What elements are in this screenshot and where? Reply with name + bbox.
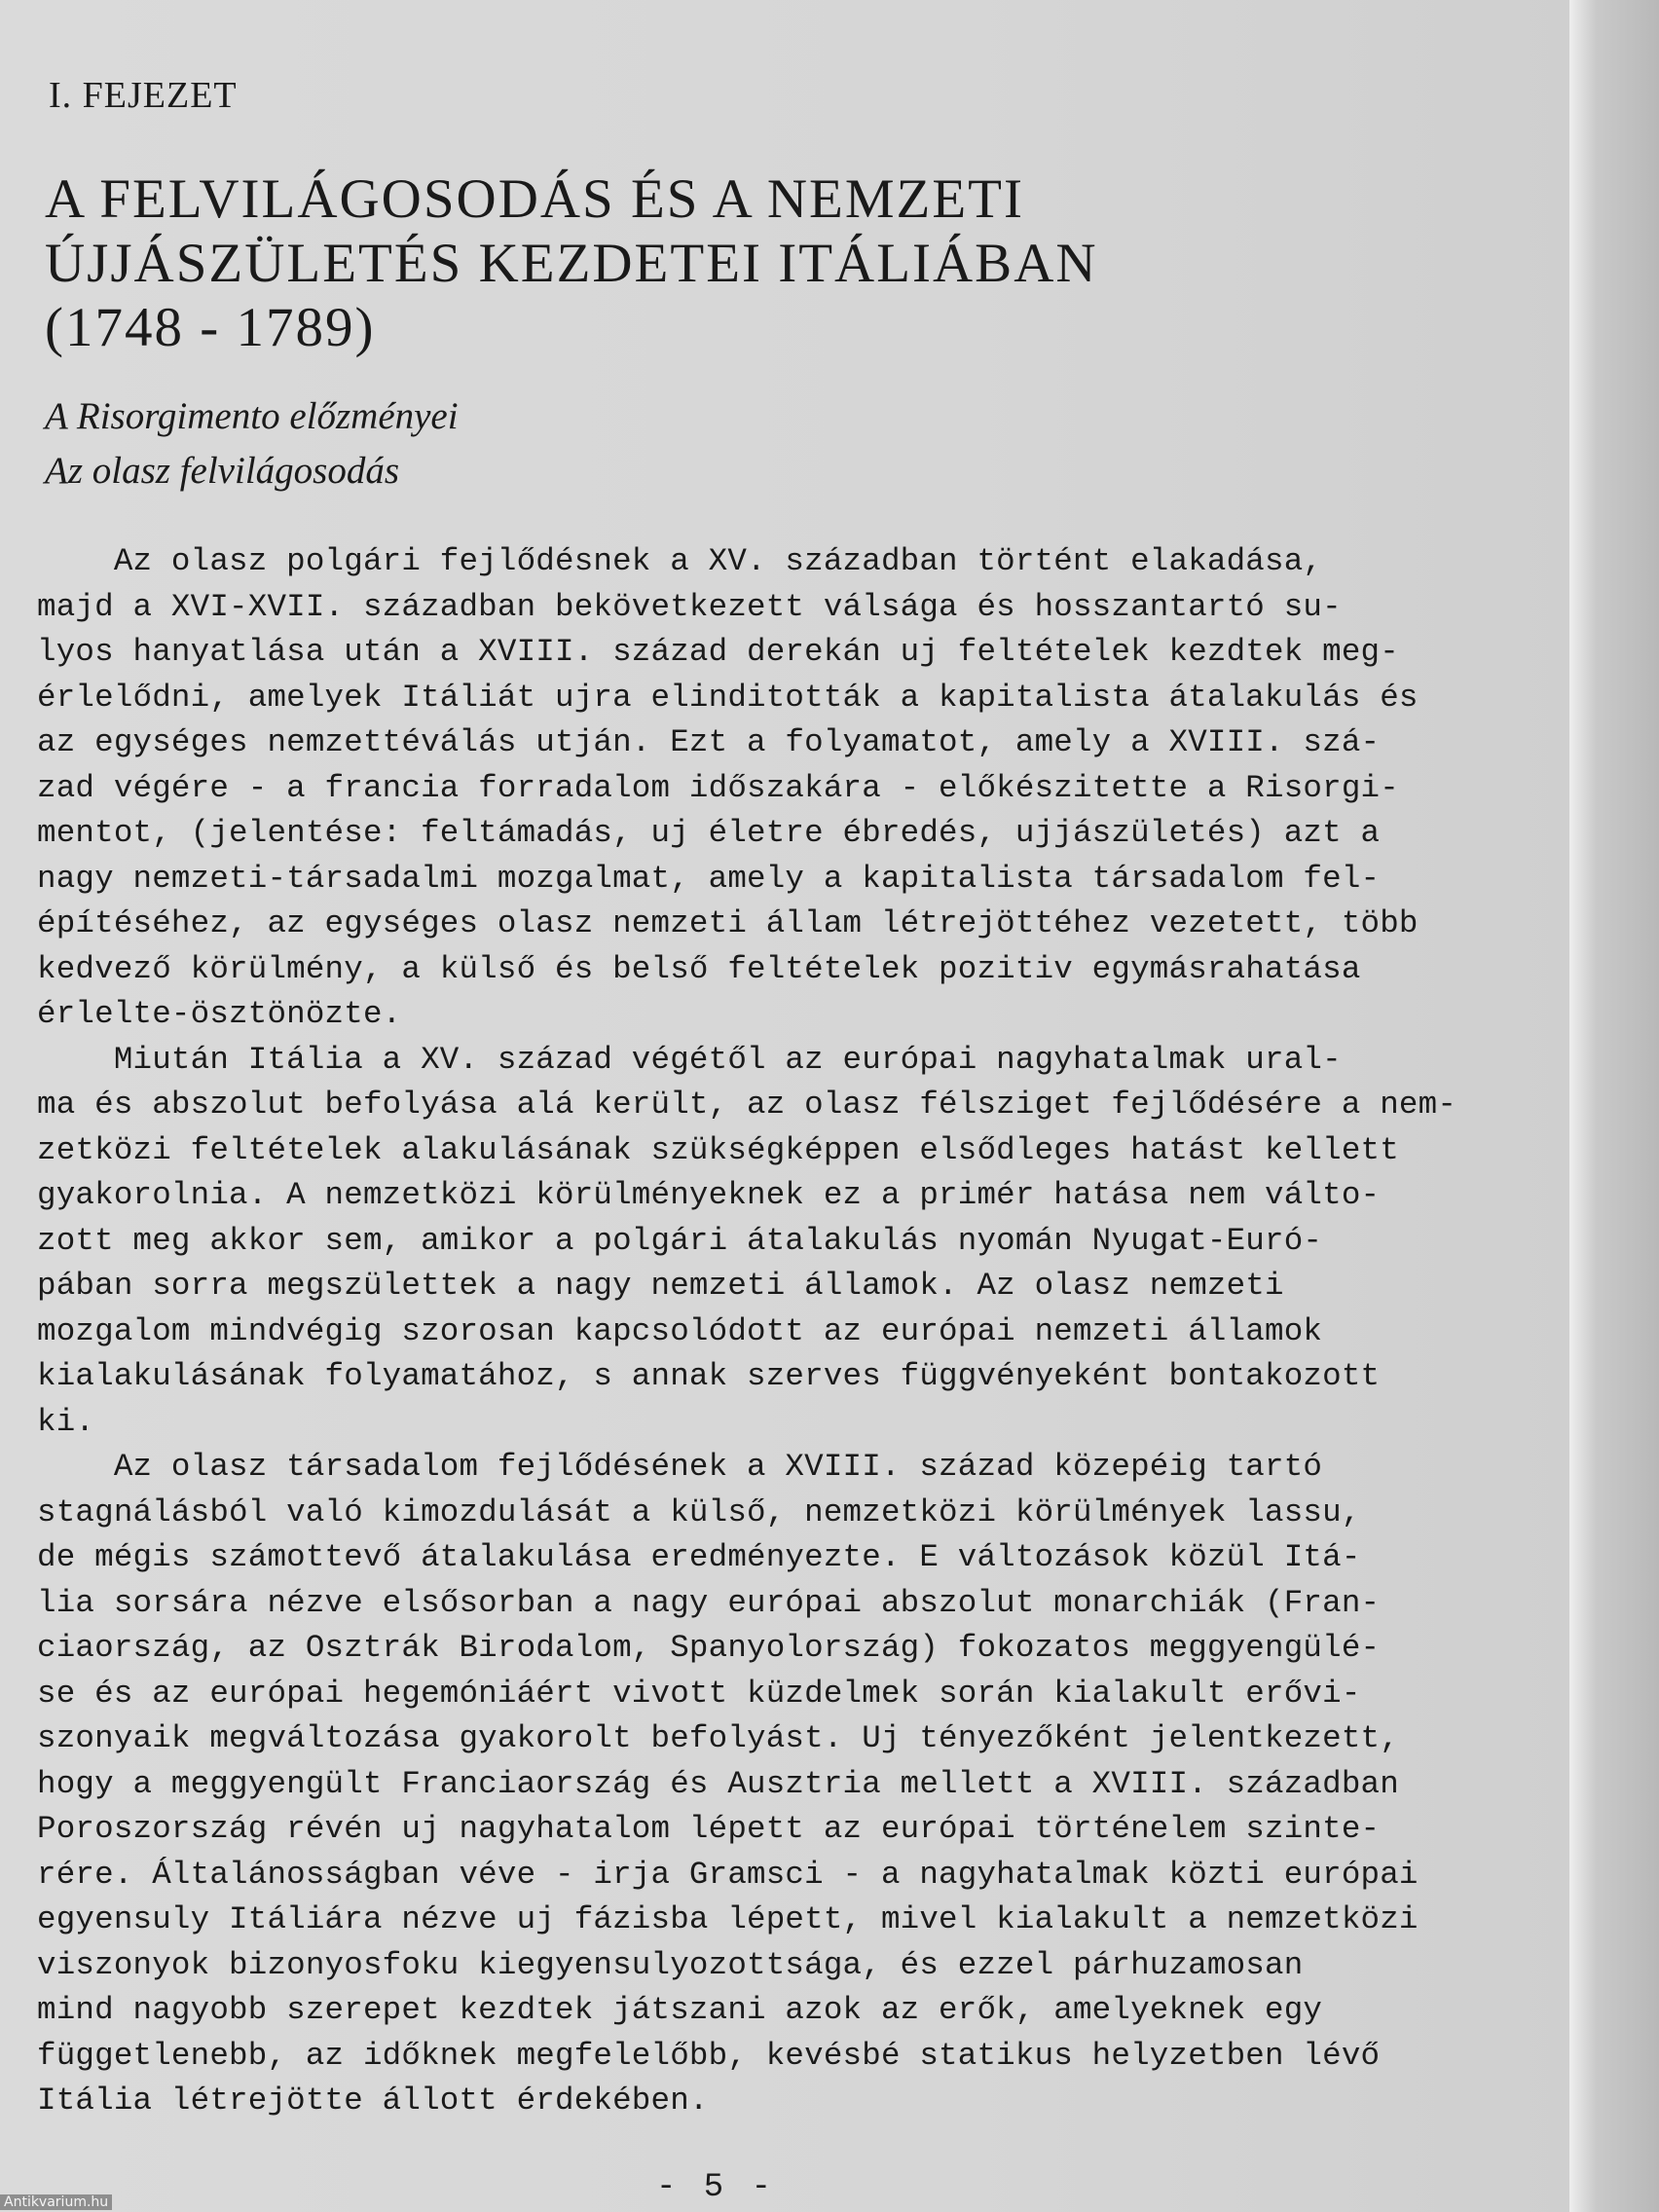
body-text-line: zad végére - a francia forradalom időszakára - előkészitette a Risorgi- bbox=[37, 769, 1399, 806]
body-text-line: Az olasz társadalom fejlődésének a XVIII. század közepéig tartó bbox=[37, 1449, 1323, 1485]
body-text-line: kialakulásának folyamatához, s annak szerves függvényeként bontakozott bbox=[37, 1358, 1381, 1394]
body-text-line: gyakorolnia. A nemzetközi körülményeknek ez a primér hatása nem válto- bbox=[37, 1177, 1381, 1213]
body-text-line: érlelődni, amelyek Itáliát ujra elinditották a kapitalista átalakulás és bbox=[37, 679, 1419, 716]
body-text-line: se és az európai hegemóniáért vivott küzdelmek során kialakult erővi- bbox=[37, 1675, 1361, 1712]
section-subtitle: A Risorgimento előzményei bbox=[45, 395, 459, 437]
watermark: Antikvarium.hu bbox=[0, 2194, 112, 2210]
body-text-line: zetközi feltételek alakulásának szükségképpen elsődleges hatást kellett bbox=[37, 1131, 1399, 1168]
body-text-line: de mégis számottevő átalakulása eredményezte. E változások közül Itá- bbox=[37, 1539, 1361, 1575]
body-text-line: pában sorra megszülettek a nagy nemzeti államok. Az olasz nemzeti bbox=[37, 1268, 1284, 1304]
body-text-line: Az olasz polgári fejlődésnek a XV. században történt elakadása, bbox=[37, 543, 1323, 579]
body-text-line: hogy a meggyengült Franciaország és Ausztria mellett a XVIII. században bbox=[37, 1765, 1399, 1802]
body-text-line: Poroszország révén uj nagyhatalom lépett az európai történelem szinte- bbox=[37, 1811, 1381, 1847]
page-binding-edge bbox=[1569, 0, 1659, 2212]
section-subtitle: Az olasz felvilágosodás bbox=[45, 450, 400, 492]
chapter-label: I. FEJEZET bbox=[49, 75, 238, 116]
page-number: - 5 - bbox=[656, 2169, 776, 2206]
chapter-title bbox=[45, 167, 1116, 360]
body-text-line: Miután Itália a XV. század végétől az európai nagyhatalmak ural- bbox=[37, 1041, 1342, 1078]
body-text-line: rére. Általánosságban véve - irja Gramsci - a nagyhatalmak közti európai bbox=[37, 1856, 1419, 1893]
body-text-line: egyensuly Itáliára nézve uj fázisba lépett, mivel kialakult a nemzetközi bbox=[37, 1901, 1419, 1937]
body-text bbox=[37, 539, 1457, 2124]
body-text-line: szonyaik megváltozása gyakorolt befolyást. Uj tényezőként jelentkezett, bbox=[37, 1720, 1399, 1756]
body-text-line: majd a XVI-XVII. században bekövetkezett válsága és hosszantartó su- bbox=[37, 588, 1342, 625]
body-text-line: függetlenebb, az időknek megfelelőbb, kevésbé statikus helyzetben lévő bbox=[37, 2037, 1381, 2074]
body-text-line: mentot, (jelentése: feltámadás, uj életre ébredés, ujjászületés) azt a bbox=[37, 815, 1381, 851]
chapter-title-line: (1748 - 1789) bbox=[45, 297, 376, 358]
body-text-line: nagy nemzeti-társadalmi mozgalmat, amely a kapitalista társadalom fel- bbox=[37, 860, 1381, 897]
section-subtitles bbox=[45, 389, 459, 498]
body-text-line: ciaország, az Osztrák Birodalom, Spanyolország) fokozatos meggyengülé- bbox=[37, 1630, 1381, 1666]
body-text-line: mozgalom mindvégig szorosan kapcsolódott az európai nemzeti államok bbox=[37, 1312, 1323, 1349]
chapter-title-line: ÚJJÁSZÜLETÉS KEZDETEI ITÁLIÁBAN bbox=[45, 233, 1098, 294]
body-text-line: az egységes nemzettéválás utján. Ezt a folyamatot, amely a XVIII. szá- bbox=[37, 724, 1381, 760]
body-text-line: stagnálásból való kimozdulását a külső, nemzetközi körülmények lassu, bbox=[37, 1493, 1361, 1530]
chapter-title-line: A FELVILÁGOSODÁS ÉS A NEMZETI bbox=[45, 168, 1024, 230]
body-text-line: lyos hanyatlása után a XVIII. század derekán uj feltételek kezdtek meg- bbox=[37, 634, 1399, 670]
body-text-line: viszonyok bizonyosfoku kiegyensulyozottsága, és ezzel párhuzamosan bbox=[37, 1946, 1304, 1983]
body-text-line: Itália létrejötte állott érdekében. bbox=[37, 2083, 709, 2119]
body-text-line: kedvező körülmény, a külső és belső feltételek pozitiv egymásrahatása bbox=[37, 950, 1361, 987]
body-text-line: érlelte-ösztönözte. bbox=[37, 996, 402, 1032]
body-text-line: lia sorsára nézve elsősorban a nagy európai abszolut monarchiák (Fran- bbox=[37, 1584, 1381, 1621]
body-text-line: mind nagyobb szerepet kezdtek játszani azok az erők, amelyeknek egy bbox=[37, 1992, 1323, 2028]
body-text-line: ki. bbox=[37, 1403, 95, 1440]
body-text-line: ma és abszolut befolyása alá került, az olasz félsziget fejlődésére a nem- bbox=[37, 1087, 1457, 1123]
body-text-line: építéséhez, az egységes olasz nemzeti állam létrejöttéhez vezetett, több bbox=[37, 905, 1419, 941]
body-text-line: zott meg akkor sem, amikor a polgári átalakulás nyomán Nyugat-Euró- bbox=[37, 1222, 1323, 1259]
